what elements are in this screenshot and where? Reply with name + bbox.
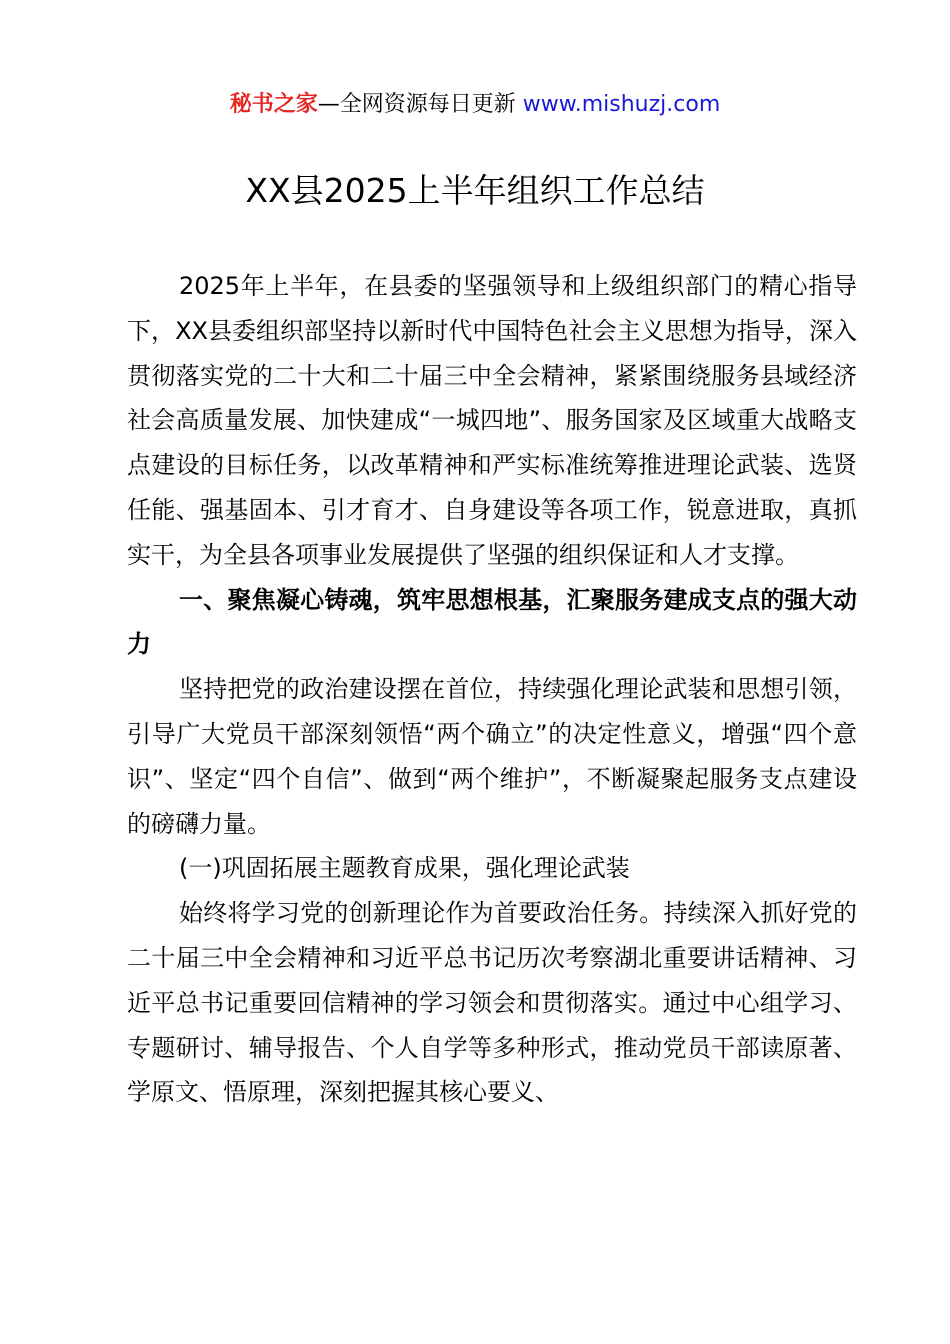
paragraph-intro: 2025年上半年，在县委的坚强领导和上级组织部门的精心指导下，XX县委组织部坚持以新时代中国特色社会主义思想为指导，深入贯彻落实党的二十大和二十届三中全会精神，紧紧围绕服务县域经济社会高质量发展、加快建成“一城四地”、服务国家及区域重大战略支点建设的目标任务，以改革精神和严实标准统筹推进理论武装、选贤任能、强基固本、引才育才、自身建设等各项工作，锐意进取，真抓实干，为全县各项事业发展提供了坚强的组织保证和人才支撑。 [127, 272, 857, 569]
site-url-link[interactable]: www.mishuzj.com [522, 92, 721, 117]
site-tagline: —全网资源每日更新 [317, 92, 523, 117]
paragraph-section-1: 坚持把党的政治建设摆在首位，持续强化理论武装和思想引领，引导广大党员干部深刻领悟“两个确立”的决定性意义，增强“四个意识”、坚定“四个自信”、做到“两个维护”，不断凝聚起服务支点建设的磅礴力量。 [127, 675, 857, 838]
site-header [0, 88, 950, 122]
section-heading-1: 一、聚焦凝心铸魂，筑牢思想根基，汇聚服务建成支点的强大动力 [127, 585, 857, 659]
paragraph-subsection-1: 始终将学习党的创新理论作为首要政治任务。持续深入抓好党的二十届三中全会精神和习近平总书记历次考察湖北重要讲话精神、习近平总书记重要回信精神的学习领会和贯彻落实。通过中心组学习、专题研讨、辅导报告、个人自学等多种形式，推动党员干部读原著、学原文、悟原理，深刻把握其核心要义、 [127, 899, 857, 1107]
subsection-heading-1: (一)巩固拓展主题教育成果，强化理论武装 [179, 854, 630, 883]
document-title: XX县2025上半年组织工作总结 [245, 171, 705, 210]
document-body [127, 264, 857, 1115]
site-name: 秘书之家 [229, 92, 318, 117]
